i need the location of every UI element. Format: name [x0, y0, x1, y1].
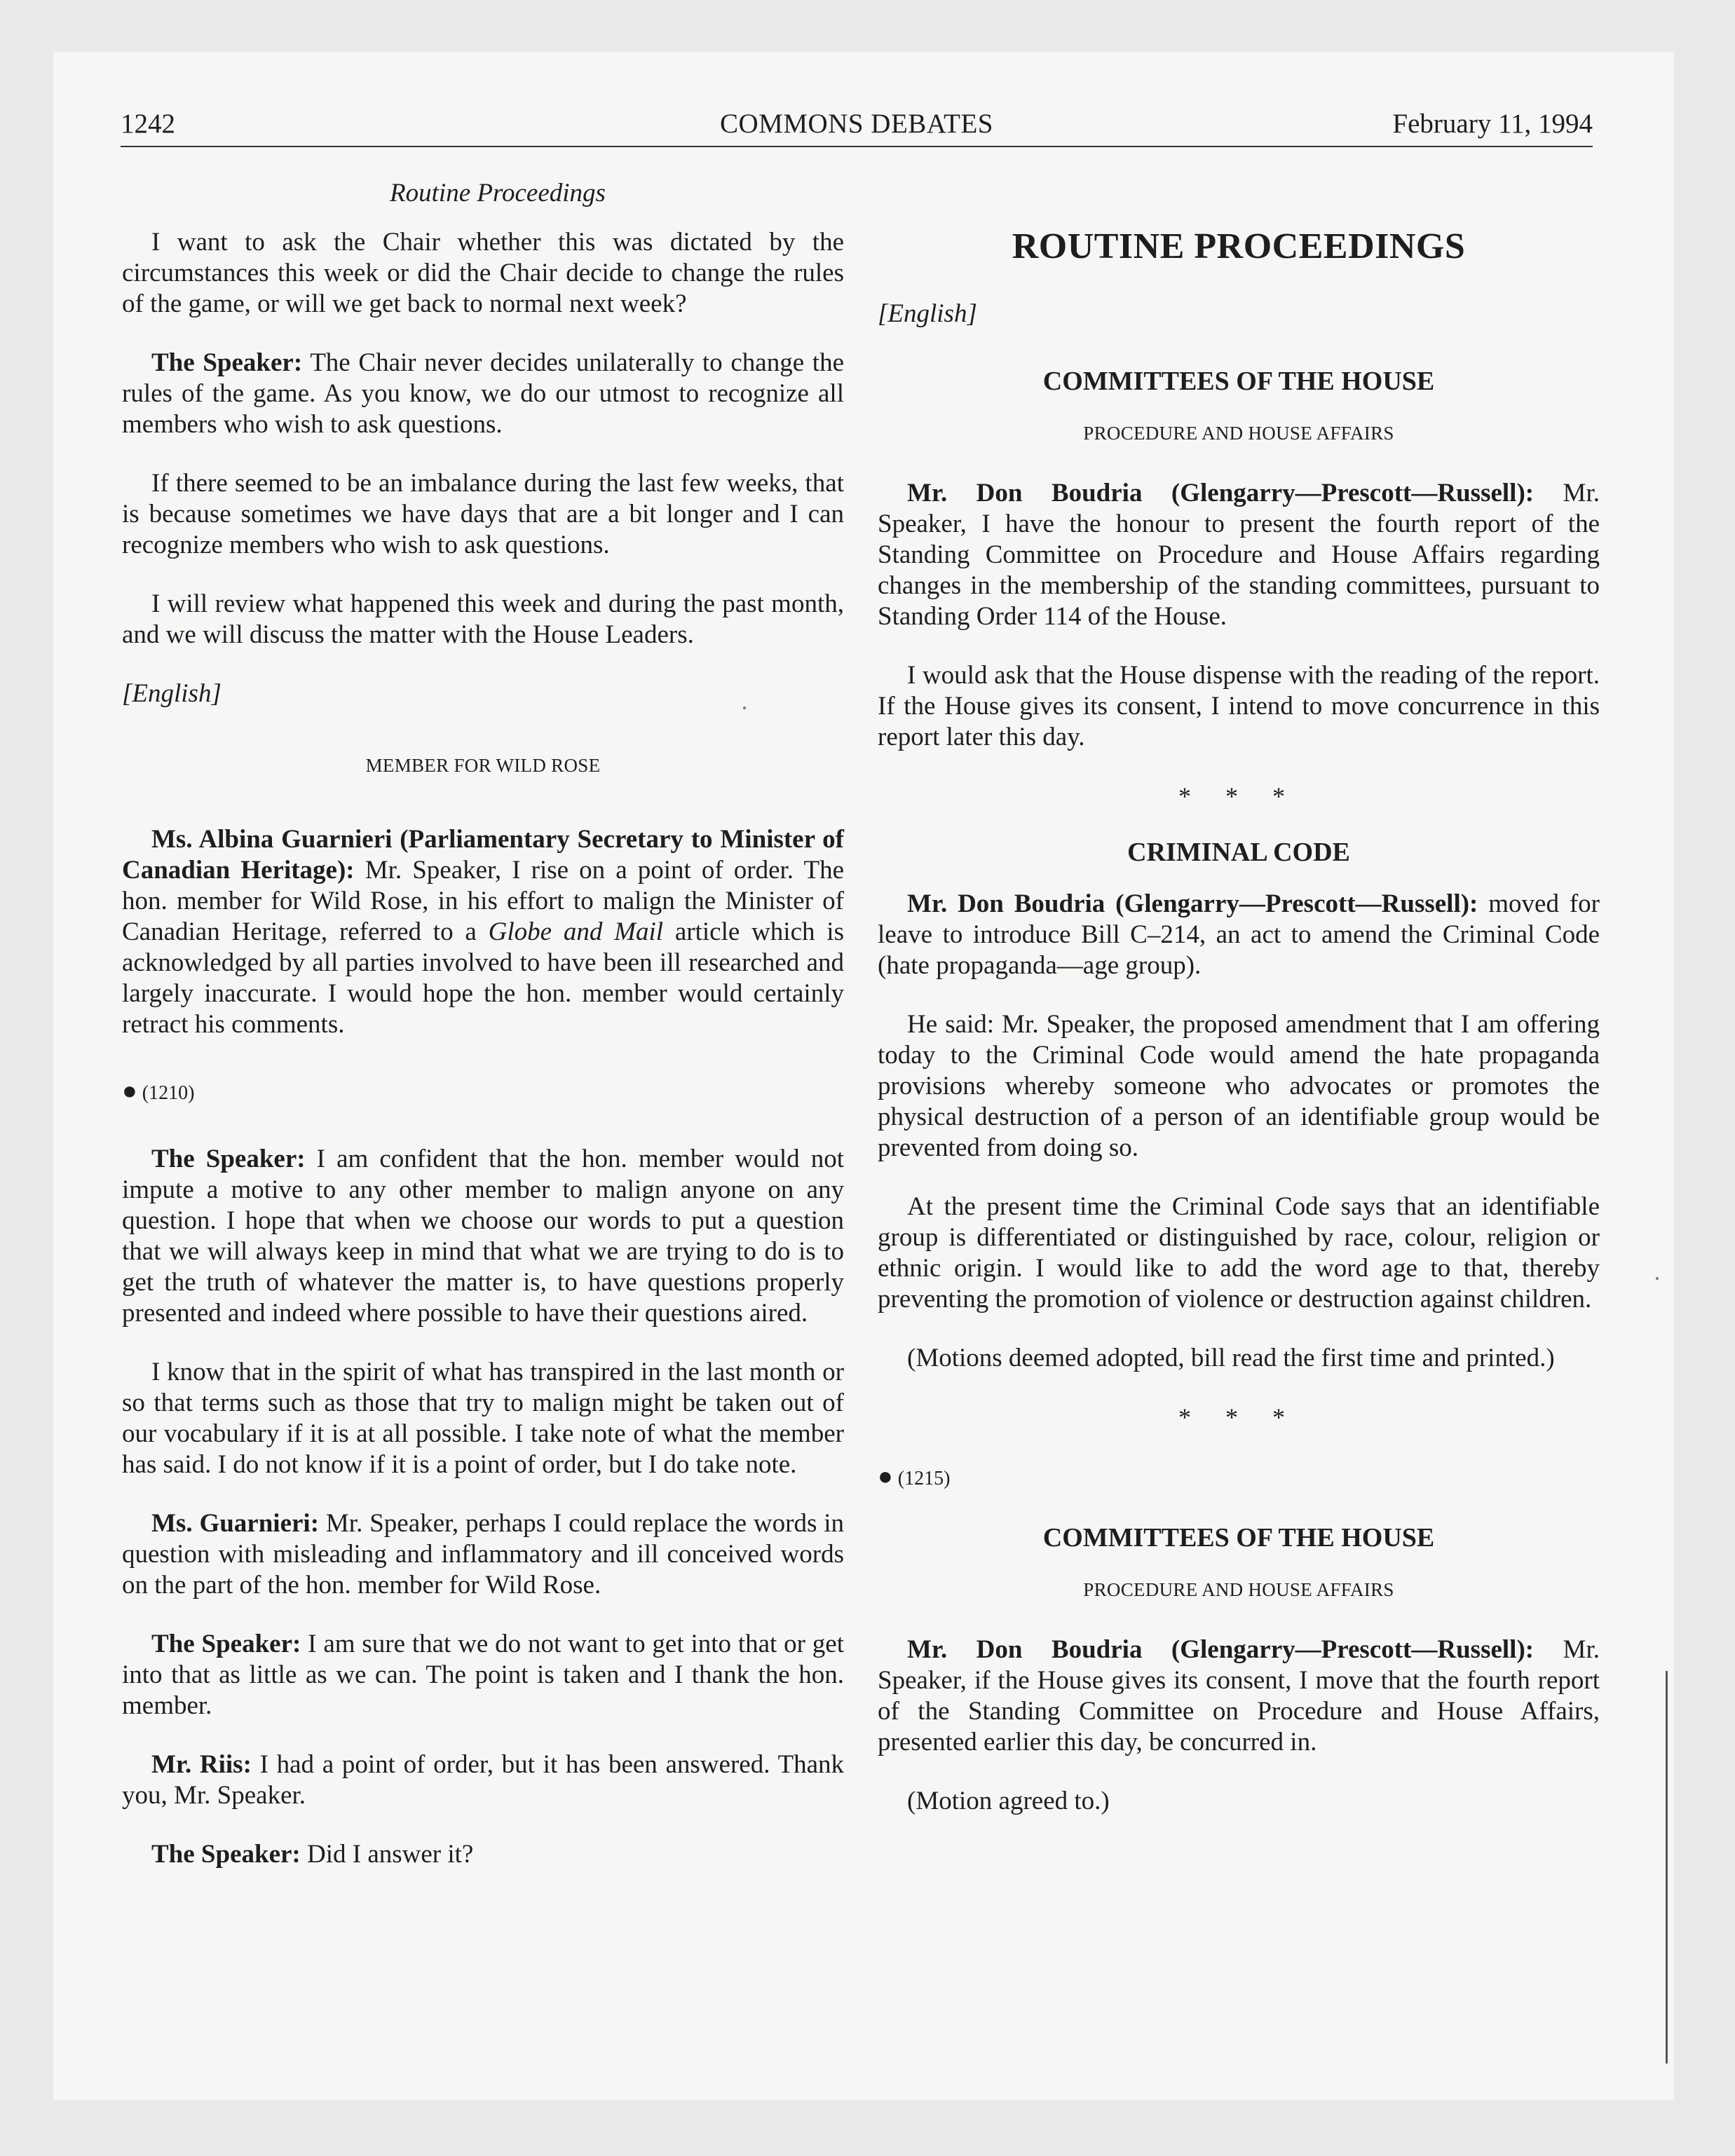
section-heading: COMMITTEES OF THE HOUSE	[1042, 1523, 1435, 1553]
paragraph: I want to ask the Chair whether this was dictated by the circumstances this week or did the Chair decide to change the rules of the game, or will we get back to normal next week?	[122, 228, 844, 318]
scan-speck	[1656, 1277, 1659, 1280]
section-heading: COMMITTEES OF THE HOUSE	[1042, 367, 1435, 396]
speaker-name: The Speaker:	[151, 1145, 306, 1173]
section-title: ROUTINE PROCEEDINGS	[1012, 226, 1466, 266]
scan-speck	[743, 707, 746, 709]
time-marker	[878, 1461, 1600, 1494]
paragraph	[122, 1749, 844, 1811]
speech-text: Mr. Speaker, I rise on a point of order. The hon. member for Wild Rose, in his effort to malign the Minister of Canadian Heritage, referred to a	[122, 856, 844, 946]
paragraph	[122, 1629, 844, 1721]
section-subheading: MEMBER FOR WILD ROSE	[365, 755, 601, 776]
speaker-name: Mr. Don Boudria (Glengarry—Prescott—Russell):	[907, 479, 1535, 507]
speech-text: Mr. Speaker, perhaps I could replace the words in question with misleading and inflammatory and ill conceived words on the part of the hon. member for Wild Rose.	[122, 1509, 845, 1599]
bullet-icon: ●	[122, 1077, 137, 1105]
paragraph: (Motion agreed to.)	[907, 1787, 1110, 1815]
paragraph: I would ask that the House dispense with the reading of the report. If the House gives its consent, I intend to move concurrence in this report later this day.	[878, 661, 1600, 751]
paragraph: He said: Mr. Speaker, the proposed amendment that I am offering today to the Criminal Code would amend the hate propaganda provisions whereby someone who advocates or promotes the physical destruction of a person of an identifiable group would be prevented from doing so.	[878, 1010, 1600, 1162]
paragraph	[122, 1508, 844, 1601]
paragraph: If there seemed to be an imbalance during the last few weeks, that is because sometimes we have days that are a bit longer and I can recognize members who wish to ask questions.	[122, 469, 844, 559]
section-subheading: PROCEDURE AND HOUSE AFFAIRS	[1083, 1579, 1394, 1600]
time-stamp: (1210)	[142, 1082, 195, 1104]
time-stamp: (1215)	[897, 1468, 951, 1489]
page-number: 1242	[121, 109, 175, 139]
scan-edge-line	[1666, 1671, 1668, 2063]
speech-text: I am confident that the hon. member would not impute a motive to any other member to malign anyone on any question. I hope that when we choose our words to put a question that we will always keep in mind that what we are trying to do is to get the truth of whatever the matter is, to have questions properly presented and indeed where possible to have their questions aired.	[122, 1145, 844, 1328]
speech-text: Mr. Speaker, I have the honour to present the fourth report of the Standing Committee on Procedure and House Affairs regarding changes in the membership of the standing committees, pursuant to Standing Order 114 of the House.	[878, 479, 1600, 631]
speech-text: Mr. Speaker, if the House gives its consent, I move that the fourth report of the Standing Committee on Procedure and House Affairs, presented earlier this day, be concurred in.	[878, 1635, 1600, 1756]
speaker-name: Ms. Albina Guarnieri (Parliamentary Secretary to Minister of Canadian Heritage):	[122, 825, 844, 885]
speaker-name: Mr. Don Boudria (Glengarry—Prescott—Russell):	[907, 1635, 1535, 1664]
publication-date: February 11, 1994	[1392, 109, 1593, 139]
section-separator: * * *	[1178, 1403, 1299, 1431]
document-page	[53, 52, 1674, 2100]
speaker-name: Ms. Guarnieri:	[151, 1509, 320, 1538]
page-header	[121, 108, 1593, 150]
paragraph	[878, 889, 1600, 981]
paragraph: (Motions deemed adopted, bill read the first time and printed.)	[907, 1344, 1555, 1372]
paragraph: I will review what happened this week and during the past month, and we will discuss the matter with the House Leaders.	[122, 589, 844, 649]
paragraph: At the present time the Criminal Code says that an identifiable group is differentiated or distinguished by race, colour, religion or ethnic origin. I would like to add the word age to that, thereby preventing the promotion of violence or destruction against children.	[878, 1192, 1600, 1314]
paragraph: I know that in the spirit of what has transpired in the last month or so that terms such as those that try to malign might be taken out of our vocabulary if it is at all possible. I take note of what the member has said. I do not know if it is a point of order, but I do take note.	[122, 1358, 844, 1479]
section-separator: * * *	[1178, 782, 1299, 810]
speech-text: I had a point of order, but it has been answered. Thank you, Mr. Speaker.	[122, 1750, 844, 1810]
language-tag: [English]	[878, 299, 977, 328]
paragraph	[878, 478, 1600, 632]
paragraph	[122, 1144, 844, 1329]
publication-name: Globe and Mail	[488, 917, 664, 946]
right-column	[878, 178, 1600, 1817]
speech-text: article which is acknowledged by all parties involved to have been ill researched and largely inaccurate. I would hope the hon. member would certainly retract his comments.	[122, 917, 844, 1039]
time-marker	[122, 1075, 844, 1109]
paragraph	[122, 824, 844, 1040]
speech-text: The Chair never decides unilaterally to change the rules of the game. As you know, we do our utmost to recognize all members who wish to ask questions.	[122, 348, 845, 439]
speech-text: Did I answer it?	[300, 1840, 474, 1869]
publication-title: COMMONS DEBATES	[720, 109, 993, 139]
speech-text: moved for leave to introduce Bill C–214, an act to amend the Criminal Code (hate propaganda—age group).	[878, 889, 1600, 980]
left-column	[122, 178, 844, 1870]
header-rule	[121, 146, 1593, 147]
bullet-icon: ●	[878, 1462, 893, 1490]
speaker-name: The Speaker:	[151, 1840, 301, 1869]
language-tag: [English]	[122, 679, 222, 708]
speaker-name: The Speaker:	[151, 348, 303, 377]
speaker-name: Mr. Don Boudria (Glengarry—Prescott—Russell):	[907, 889, 1478, 918]
speaker-name: The Speaker:	[151, 1630, 301, 1658]
paragraph	[122, 348, 844, 440]
paragraph	[878, 1635, 1600, 1758]
speaker-name: Mr. Riis:	[151, 1750, 252, 1779]
paragraph	[122, 1839, 844, 1870]
running-head: Routine Proceedings	[390, 179, 606, 207]
speech-text: I am sure that we do not want to get into that or get into that as little as we can. The point is taken and I thank the hon. member.	[122, 1630, 845, 1720]
section-heading: CRIMINAL CODE	[1127, 838, 1350, 867]
section-subheading: PROCEDURE AND HOUSE AFFAIRS	[1083, 423, 1394, 444]
